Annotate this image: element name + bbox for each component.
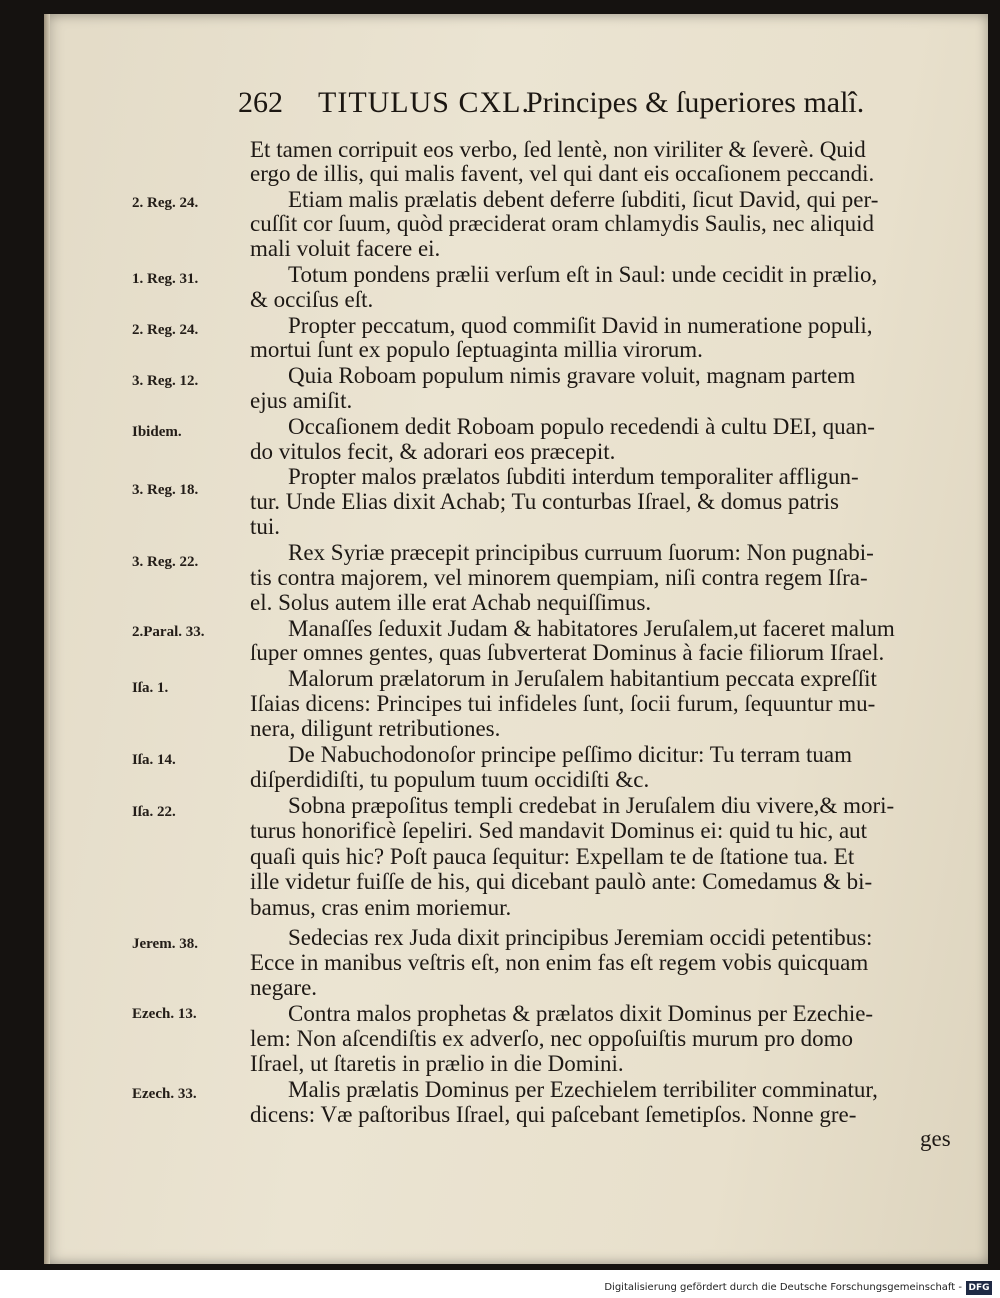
text-line: Propter peccatum, quod commiſit David in numeratione populi, — [288, 313, 873, 338]
text-line: Et tamen corripuit eos verbo, ſed lentè, non viriliter & ſeverè. Quid — [250, 137, 866, 162]
text-line: ejus amiſit. — [250, 388, 353, 413]
text-line: Iſaias dicens: Principes tui infideles ſunt, ſocii furum, ſequuntur mu- — [250, 691, 876, 716]
text-line: bamus, cras enim moriemur. — [250, 895, 512, 920]
text-line: Ecce in manibus veſtris eſt, non enim fas eſt regem vobis quicquam — [250, 950, 869, 975]
chapter-title: TITULUS CXL. — [318, 86, 530, 119]
margin-reference: Iſa. 1. — [132, 680, 169, 696]
text-line: Sedecias rex Juda dixit principibus Jeremiam occidi petentibus: — [288, 925, 873, 950]
margin-reference: 3. Reg. 22. — [132, 554, 199, 570]
running-header — [238, 86, 878, 128]
text-line: mortui ſunt ex populo ſeptuaginta millia virorum. — [250, 337, 703, 362]
text-line: diſperdidiſti, tu populum tuum occidiſti &c. — [250, 767, 650, 792]
page-gutter-shadow — [44, 14, 50, 1264]
margin-reference: Ibidem. — [132, 424, 182, 440]
text-line: ergo de illis, qui malis favent, vel qui dant eis occaſionem peccandi. — [250, 161, 875, 186]
margin-reference: Ezech. 33. — [132, 1086, 197, 1102]
text-line: Occaſionem dedit Roboam populo recedendi à cultu DEI, quan- — [288, 414, 875, 439]
text-line: Malorum prælatorum in Jeruſalem habitantium peccata expreſſit — [288, 666, 877, 691]
text-line: Totum pondens prælii verſum eſt in Saul: unde cecidit in prælio, — [288, 262, 878, 287]
text-line: dicens: Væ paſtoribus Iſrael, qui paſcebant ſemetipſos. Nonne gre- — [250, 1102, 857, 1127]
text-line: quaſi quis hic? Poſt pauca ſequitur: Expellam te de ſtatione tua. Et — [250, 844, 855, 869]
text-line: turus honorificè ſepeliri. Sed mandavit Dominus ei: quid tu hic, aut — [250, 818, 868, 843]
text-line: ille videtur fuiſſe de his, qui dicebant paulò ante: Comedamus & bi- — [250, 869, 873, 894]
text-line: Contra malos prophetas & prælatos dixit Dominus per Ezechie- — [288, 1001, 874, 1026]
text-line: tui. — [250, 514, 281, 539]
margin-reference: Iſa. 22. — [132, 804, 176, 820]
text-line: ſuper omnes gentes, quas ſubverterat Dominus à facie filiorum Iſrael. — [250, 640, 885, 665]
text-line: el. Solus autem ille erat Achab nequiſſimus. — [250, 590, 652, 615]
margin-reference: 2. Reg. 24. — [132, 195, 199, 211]
margin-reference: 3. Reg. 18. — [132, 482, 199, 498]
margin-reference: 1. Reg. 31. — [132, 271, 199, 287]
text-line: De Nabuchodonoſor principe peſſimo dicitur: Tu terram tuam — [288, 742, 853, 767]
text-line: Manaſſes ſeduxit Judam & habitatores Jeruſalem,ut faceret malum — [288, 616, 895, 641]
funding-credit: Digitalisierung gefördert durch die Deutsche Forschungsgemeinschaft - — [604, 1282, 962, 1293]
margin-reference: 2. Reg. 24. — [132, 322, 199, 338]
text-line: tur. Unde Elias dixit Achab; Tu conturbas Iſrael, & domus patris — [250, 489, 839, 514]
text-line: Malis prælatis Dominus per Ezechielem terribiliter comminatur, — [288, 1077, 878, 1102]
page-number: 262 — [238, 86, 283, 119]
text-line: Quia Roboam populum nimis gravare voluit, magnam partem — [288, 363, 856, 388]
text-line: Rex Syriæ præcepit principibus curruum ſuorum: Non pugnabi- — [288, 540, 874, 565]
text-line: lem: Non aſcendiſtis ex adverſo, nec oppoſuiſtis murum pro domo — [250, 1026, 853, 1051]
text-line: do vitulos fecit, & adorari eos præcepit. — [250, 439, 616, 464]
text-line: Sobna præpoſitus templi credebat in Jeruſalem diu vivere,& mori- — [288, 793, 895, 818]
margin-reference: Iſa. 14. — [132, 752, 176, 768]
text-line: Propter malos prælatos ſubditi interdum temporaliter affligun- — [288, 464, 859, 489]
dfg-logo: DFG — [966, 1281, 992, 1295]
text-line: cuſſit cor ſuum, quòd præciderat oram chlamydis Saulis, nec aliquid — [250, 211, 875, 236]
chapter-subtitle: Principes & ſuperiores malî. — [526, 86, 865, 119]
text-line: tis contra majorem, vel minorem quempiam, niſi contra regem Iſra- — [250, 565, 868, 590]
text-line: Iſrael, ut ſtaretis in prælio in die Domini. — [250, 1051, 624, 1076]
text-line: negare. — [250, 975, 318, 1000]
catchword: ges — [920, 1126, 951, 1151]
margin-reference: 3. Reg. 12. — [132, 373, 199, 389]
text-line: mali voluit facere ei. — [250, 236, 441, 261]
text-line: & occiſus eſt. — [250, 287, 374, 312]
text-line: nera, diligunt retributiones. — [250, 716, 501, 741]
margin-reference: 2.Paral. 33. — [132, 624, 205, 640]
text-line: Etiam malis prælatis debent deferre ſubditi, ſicut David, qui per- — [288, 187, 879, 212]
margin-reference: Ezech. 13. — [132, 1006, 197, 1022]
margin-reference: Jerem. 38. — [132, 936, 198, 952]
